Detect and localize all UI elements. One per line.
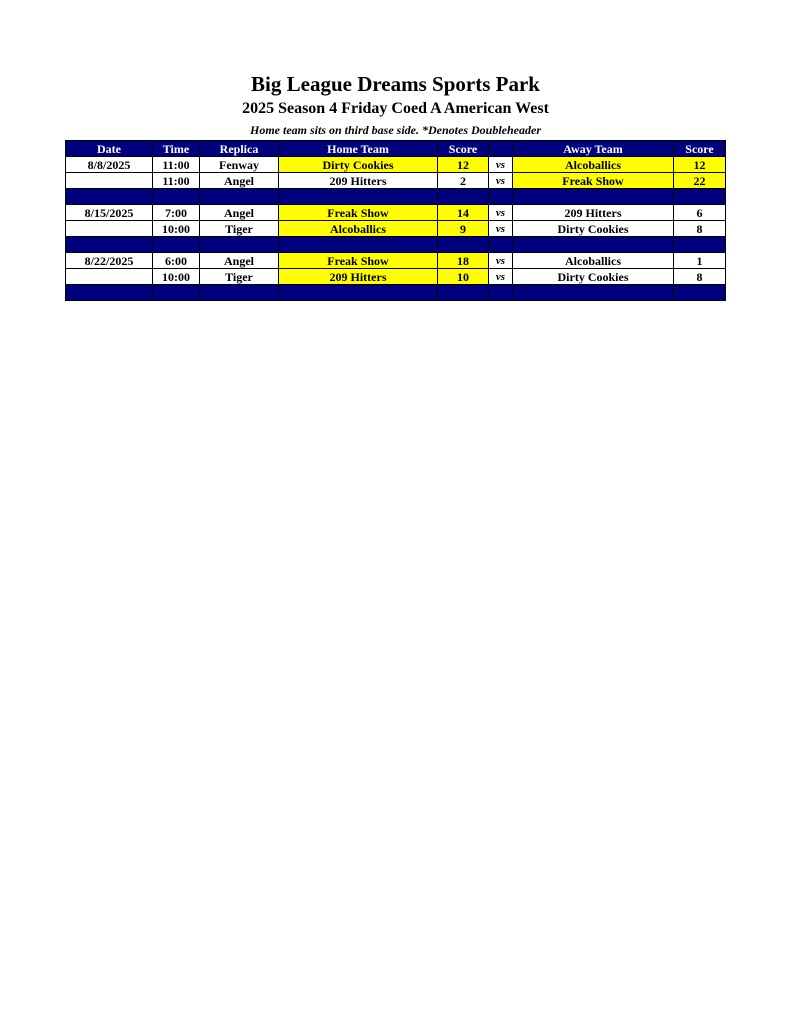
header-time: Time [153,141,200,157]
header-row [66,141,726,157]
game-replica: Angel [200,173,279,189]
home-team: 209 Hitters [279,173,438,189]
vs-label: vs [489,221,513,237]
home-score: 14 [438,205,489,221]
away-score: 6 [674,205,726,221]
game-date: 8/15/2025 [66,205,153,221]
game-time: 7:00 [153,205,200,221]
table-row [66,221,726,237]
game-replica: Fenway [200,157,279,173]
game-replica: Tiger [200,269,279,285]
table-row [66,173,726,189]
page-subtitle: 2025 Season 4 Friday Coed A American West [242,100,549,117]
vs-label: vs [489,269,513,285]
away-score: 8 [674,269,726,285]
away-score: 1 [674,253,726,269]
table-row [66,253,726,269]
away-team: Freak Show [513,173,674,189]
week-separator [66,189,726,205]
game-date [66,173,153,189]
home-team: Freak Show [279,253,438,269]
game-time: 6:00 [153,253,200,269]
home-team: Alcoballics [279,221,438,237]
game-date: 8/22/2025 [66,253,153,269]
schedule-table [65,140,726,301]
away-team: Dirty Cookies [513,269,674,285]
away-team: Dirty Cookies [513,221,674,237]
game-time: 10:00 [153,269,200,285]
away-score: 22 [674,173,726,189]
header-date: Date [66,141,153,157]
vs-label: vs [489,173,513,189]
header-home-team: Home Team [279,141,438,157]
game-date [66,221,153,237]
page-title: Big League Dreams Sports Park [251,72,540,96]
vs-label: vs [489,157,513,173]
game-time: 11:00 [153,157,200,173]
game-time: 10:00 [153,221,200,237]
header-away-score: Score [674,141,726,157]
away-team: 209 Hitters [513,205,674,221]
vs-label: vs [489,205,513,221]
home-score: 2 [438,173,489,189]
header-home-score: Score [438,141,489,157]
game-replica: Tiger [200,221,279,237]
away-score: 12 [674,157,726,173]
home-team: 209 Hitters [279,269,438,285]
table-row [66,205,726,221]
game-date: 8/8/2025 [66,157,153,173]
away-team: Alcoballics [513,157,674,173]
week-separator [66,237,726,253]
game-date [66,269,153,285]
home-score: 10 [438,269,489,285]
header-away-team: Away Team [513,141,674,157]
table-row [66,269,726,285]
table-row [66,157,726,173]
vs-label: vs [489,253,513,269]
header-replica: Replica [200,141,279,157]
game-replica: Angel [200,205,279,221]
away-team: Alcoballics [513,253,674,269]
header-vs [489,141,513,157]
schedule-note: Home team sits on third base side. *Denotes Doubleheader [250,123,541,137]
week-separator [66,285,726,301]
game-replica: Angel [200,253,279,269]
home-score: 12 [438,157,489,173]
game-time: 11:00 [153,173,200,189]
home-score: 18 [438,253,489,269]
home-team: Dirty Cookies [279,157,438,173]
home-team: Freak Show [279,205,438,221]
home-score: 9 [438,221,489,237]
away-score: 8 [674,221,726,237]
